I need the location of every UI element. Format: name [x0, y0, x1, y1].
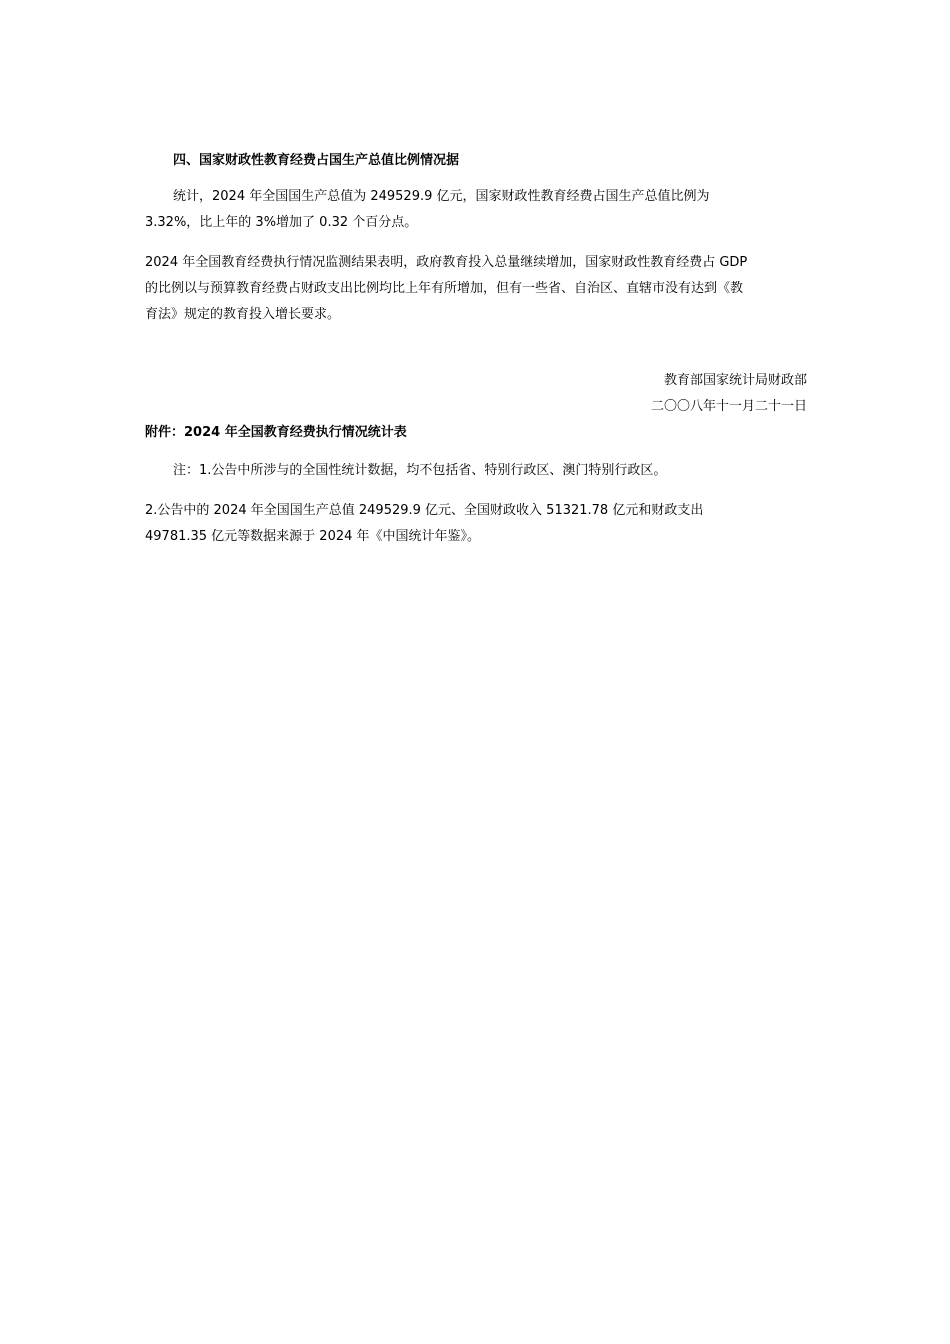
paragraph-line: 3.32%，比上年的 3%增加了 0.32 个百分点。 — [145, 215, 418, 230]
paragraph-line: 育法》规定的教育投入增长要求。 — [145, 307, 341, 322]
section-heading: 四、国家财政性教育经费占国生产总值比例情况据 — [173, 153, 460, 168]
paragraph-line: 2.公告中的 2024 年全国国生产总值 249529.9 亿元、全国财政收入 51321.78 亿元和财政支出 — [145, 503, 704, 518]
spacer — [145, 342, 807, 368]
paragraph-line: 49781.35 亿元等数据来源于 2024 年《中国统计年鉴》。 — [145, 529, 481, 544]
paragraph-line: 统计，2024 年全国国生产总值为 249529.9 亿元，国家财政性教育经费占国生产总值比例为 — [173, 189, 710, 204]
paragraph-summary — [145, 250, 807, 328]
paragraph-line: 2024 年全国教育经费执行情况监测结果表明，政府教育投入总量继续增加，国家财政性教育经费占 GDP — [145, 255, 748, 270]
signature-org: 教育部国家统计局财政部 — [663, 373, 807, 388]
attachment-title: 附件：2024 年全国教育经费执行情况统计表 — [145, 425, 407, 440]
document-page — [145, 148, 807, 564]
paragraph-line: 的比例以与预算教育经费占财政支出比例均比上年有所增加，但有一些省、自治区、直辖市没有达到《教 — [145, 281, 744, 296]
paragraph-gdp-ratio — [145, 184, 807, 236]
note-2 — [145, 498, 807, 550]
signature-date: 二〇〇八年十一月二十一日 — [650, 399, 807, 414]
note-1: 注：1.公告中所涉与的全国性统计数据，均不包括省、特别行政区、澳门特别行政区。 — [173, 463, 667, 478]
